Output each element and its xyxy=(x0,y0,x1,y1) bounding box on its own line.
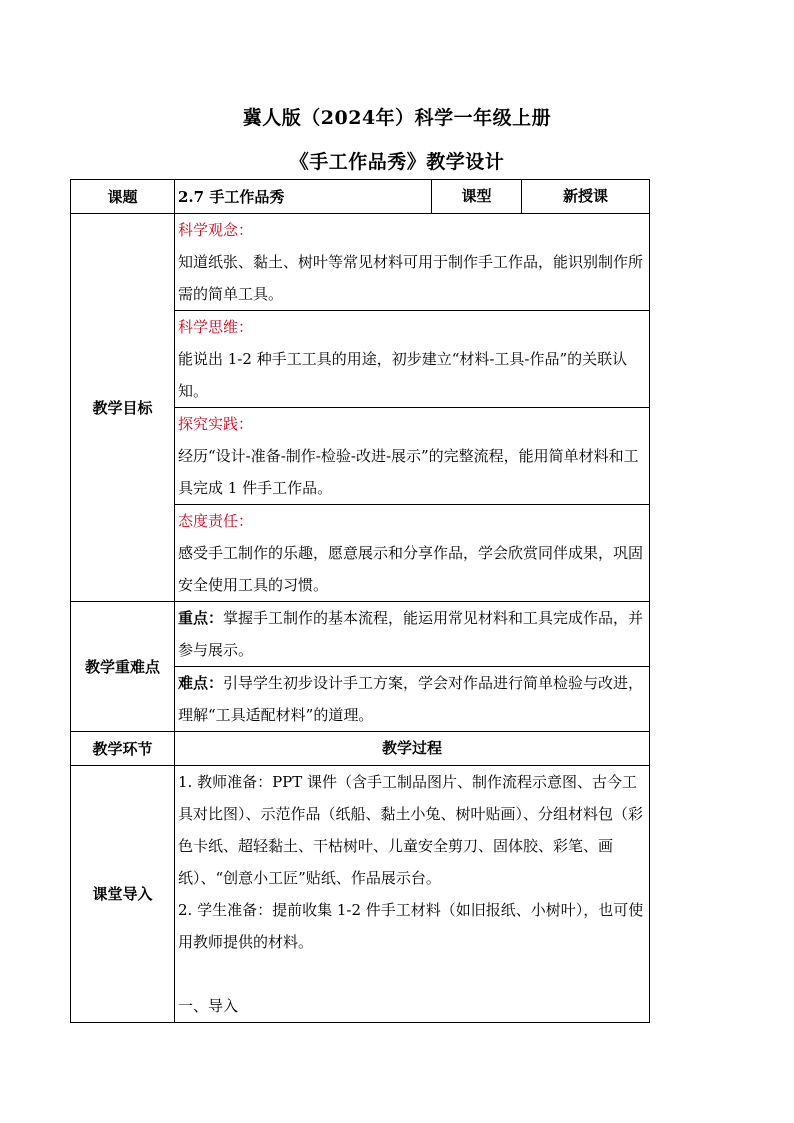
type-label: 课型 xyxy=(432,180,522,214)
objective-heading: 态度责任： xyxy=(178,512,254,530)
objective-heading: 科学思维： xyxy=(178,318,254,336)
difficulty-cell xyxy=(175,667,650,732)
difficulty-text: 引导学生初步设计手工方案，学会对作品进行简单检验与改进，理解“工具适配材料”的道理。 xyxy=(178,674,644,724)
document-title: 冀人版（2024年）科学一年级上册 xyxy=(242,107,552,129)
key-point-row xyxy=(71,602,650,667)
stage-header: 教学环节 xyxy=(71,732,175,766)
topic-row xyxy=(71,180,650,214)
intro-row xyxy=(71,766,650,1023)
objective-heading: 探究实践： xyxy=(178,415,254,433)
objective-heading: 科学观念： xyxy=(178,221,254,239)
intro-paragraph-3: 一、导入 xyxy=(178,997,239,1015)
objectives-label: 教学目标 xyxy=(71,214,175,602)
topic-value: 2.7 手工作品秀 xyxy=(175,180,432,214)
process-header: 教学过程 xyxy=(175,732,650,766)
intro-paragraph-1: 1. 教师准备：PPT 课件（含手工制品图片、制作流程示意图、古今工具对比图）、示范作品（纸船、黏土小兔、树叶贴画）、分组材料包（彩色卡纸、超轻黏土、干枯树叶、儿童安全剪刀、固体胶、彩笔、画纸）、“创意小工匠”贴纸、作品展示台。 xyxy=(178,773,644,887)
lesson-plan-table xyxy=(70,179,650,1023)
objective-cell xyxy=(175,505,650,602)
document-subtitle: 《手工作品秀》教学设计 xyxy=(289,151,505,173)
intro-label: 课堂导入 xyxy=(71,766,175,1023)
intro-cell xyxy=(175,766,650,1023)
key-point-label: 重点： xyxy=(178,609,224,627)
topic-label: 课题 xyxy=(71,180,175,214)
objective-cell xyxy=(175,214,650,311)
section-header-row xyxy=(71,732,650,766)
difficulty-label: 难点： xyxy=(178,674,224,692)
type-value: 新授课 xyxy=(522,180,650,214)
objective-text: 知道纸张、黏土、树叶等常见材料可用于制作手工作品，能识别制作所需的简单工具。 xyxy=(178,253,644,303)
blank-line xyxy=(178,958,646,990)
objective-cell xyxy=(175,408,650,505)
objective-row xyxy=(71,214,650,311)
key-point-text: 掌握手工制作的基本流程，能运用常见材料和工具完成作品，并参与展示。 xyxy=(178,609,644,659)
objective-text: 能说出 1-2 种手工工具的用途，初步建立“材料-工具-作品”的关联认知。 xyxy=(178,350,628,400)
key-difficulty-label: 教学重难点 xyxy=(71,602,175,732)
key-point-cell xyxy=(175,602,650,667)
objective-text: 感受手工制作的乐趣，愿意展示和分享作品，学会欣赏同伴成果，巩固安全使用工具的习惯。 xyxy=(178,544,644,594)
objective-text: 经历“设计-准备-制作-检验-改进-展示”的完整流程，能用简单材料和工具完成 1 件手工作品。 xyxy=(178,447,639,497)
objective-cell xyxy=(175,311,650,408)
intro-paragraph-2: 2. 学生准备：提前收集 1-2 件手工材料（如旧报纸、小树叶），也可使用教师提供的材料。 xyxy=(178,901,644,951)
